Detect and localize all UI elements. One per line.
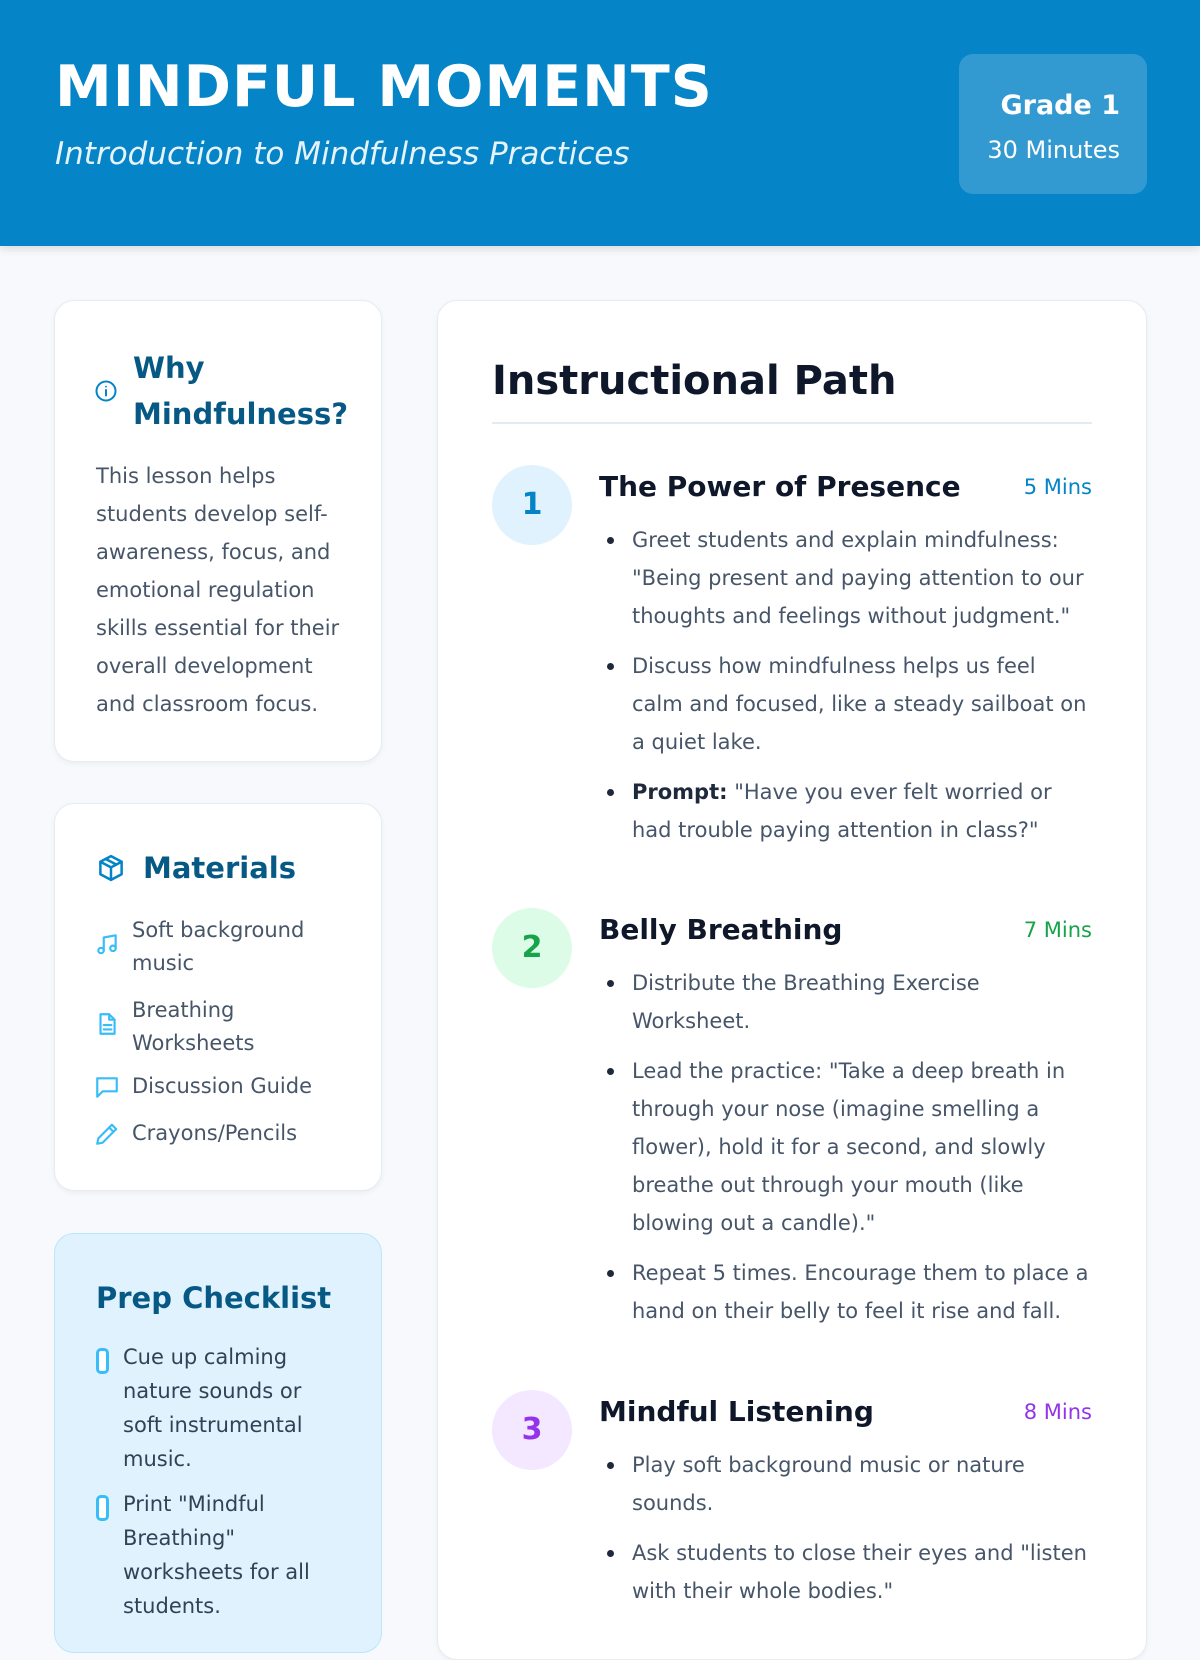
duration-label: 30 Minutes — [987, 136, 1120, 164]
step-bullets — [599, 521, 1092, 861]
title-divider — [492, 422, 1092, 424]
material-item — [94, 912, 364, 982]
step-bullets — [599, 964, 1092, 1342]
step-bullets — [599, 1446, 1092, 1622]
document-icon — [94, 1011, 120, 1037]
bullet-item — [599, 1254, 1092, 1330]
bullet-text: Repeat 5 times. Encourage them to place a hand on their belly to feel it rise and fall. — [632, 1261, 1089, 1323]
step-duration: 8 Mins — [1023, 1400, 1092, 1424]
lesson-info-badge — [959, 54, 1147, 194]
materials-title: Materials — [143, 851, 296, 885]
material-item — [94, 1117, 364, 1153]
checklist-item[interactable] — [96, 1487, 356, 1627]
bullet-text: Play soft background music or nature sounds. — [632, 1453, 1025, 1515]
bullet-text: "Have you ever felt worried or had trouble paying attention in class?" — [632, 780, 1052, 842]
checkbox[interactable] — [96, 1348, 109, 1374]
step-duration: 5 Mins — [1023, 475, 1092, 499]
page-header — [0, 0, 1200, 246]
bullet-text: Distribute the Breathing Exercise Worksheet. — [632, 971, 980, 1033]
step-title: Mindful Listening — [599, 1395, 874, 1428]
material-item — [94, 992, 364, 1062]
checklist-item[interactable] — [96, 1340, 356, 1480]
bullet-item — [599, 647, 1092, 761]
why-mindfulness-title: Why Mindfulness? — [133, 351, 349, 431]
pencil-icon — [94, 1121, 120, 1147]
step-title: Belly Breathing — [599, 913, 843, 946]
material-label: Breathing Worksheets — [132, 998, 255, 1055]
info-icon — [94, 379, 118, 403]
step-duration: 7 Mins — [1023, 918, 1092, 942]
bullet-item — [599, 1534, 1092, 1610]
instructional-path-card — [437, 300, 1147, 1660]
materials-card — [54, 803, 382, 1191]
bullet-text: Lead the practice: "Take a deep breath in through your nose (imagine smelling a flower), hold it for a second, and slowly breathe out through your mouth (like blowing out a candle)." — [632, 1059, 1066, 1235]
step-title: The Power of Presence — [599, 470, 961, 503]
checkbox[interactable] — [96, 1495, 109, 1521]
material-item — [94, 1070, 364, 1106]
why-mindfulness-text: This lesson helps students develop self-awareness, focus, and emotional regulation skills essential for their overall development and classroom focus. — [96, 464, 340, 716]
bullet-item — [599, 521, 1092, 635]
step-number-badge: 3 — [492, 1390, 572, 1470]
why-mindfulness-card — [54, 300, 382, 762]
page-subtitle: Introduction to Mindfulness Practices — [55, 136, 630, 172]
music-note-icon — [94, 931, 120, 957]
bullet-prefix: Prompt: — [632, 780, 728, 804]
bullet-item — [599, 1052, 1092, 1242]
checklist-label: Cue up calming nature sounds or soft instrumental music. — [123, 1345, 303, 1471]
chat-bubble-icon — [94, 1074, 120, 1100]
instructional-path-title: Instructional Path — [492, 358, 897, 404]
bullet-text: Ask students to close their eyes and "listen with their whole bodies." — [632, 1541, 1087, 1603]
bullet-item — [599, 964, 1092, 1040]
material-label: Discussion Guide — [132, 1074, 313, 1098]
grade-label: Grade 1 — [1000, 90, 1120, 121]
checklist-label: Print "Mindful Breathing" worksheets for all students. — [123, 1492, 310, 1618]
prep-checklist-title: Prep Checklist — [96, 1281, 332, 1315]
step-number-badge: 2 — [492, 908, 572, 988]
material-label: Crayons/Pencils — [132, 1121, 298, 1145]
bullet-text: Discuss how mindfulness helps us feel calm and focused, like a steady sailboat on a quiet lake. — [632, 654, 1087, 754]
page-title: MINDFUL MOMENTS — [55, 54, 713, 120]
step-number-badge: 1 — [492, 465, 572, 545]
prep-checklist-card — [54, 1233, 382, 1653]
bullet-item — [599, 773, 1092, 849]
package-icon — [96, 853, 126, 883]
material-label: Soft background music — [132, 918, 305, 975]
bullet-text: Greet students and explain mindfulness: "Being present and paying attention to our thoughts and feelings without judgment." — [632, 528, 1084, 628]
bullet-item — [599, 1446, 1092, 1522]
